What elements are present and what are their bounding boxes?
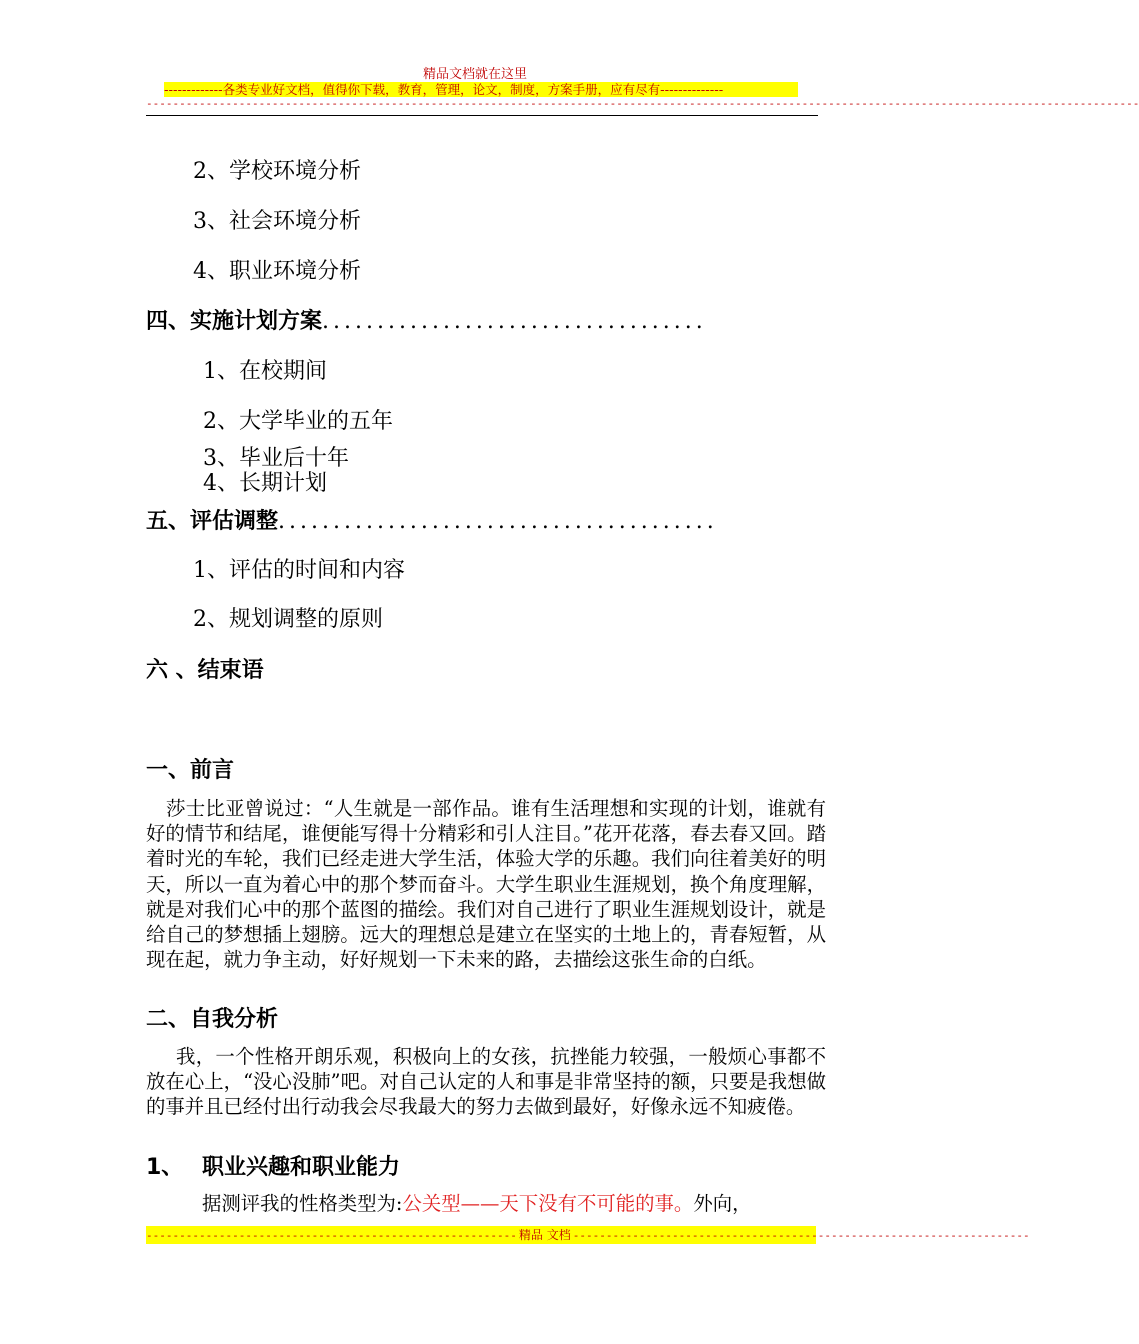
footer-dashes-right: --------------------------------------------------------------------- [572, 1229, 1030, 1242]
sub-heading-number: 1、 [146, 1155, 184, 1180]
self-analysis-heading: 二、自我分析 [146, 1007, 279, 1032]
toc-item-in-school: 1、在校期间 [203, 359, 327, 384]
footer-dashes-left: -------------------------------------------------------- [146, 1229, 517, 1242]
footer-banner [146, 1226, 1030, 1244]
toc-item-social-env: 3、社会环境分析 [193, 209, 361, 234]
personality-type-continuation: 外向， [693, 1192, 752, 1215]
toc-item-eval-time: 1、评估的时间和内容 [193, 558, 405, 583]
toc-item-school-env: 2、学校环境分析 [193, 159, 361, 184]
header-divider [146, 115, 818, 116]
header-title: 精品文档就在这里 [422, 67, 527, 82]
self-analysis-paragraph: 我，一个性格开朗乐观，积极向上的女孩，抗挫能力较强，一般烦心事都不放在心上，“没心没肺”吧。对自己认定的人和事是非常坚持的额，只要是我想做的事并且已经付出行动我会尽我最大的努力去做到最好，好像永远不知疲倦。 [146, 1045, 826, 1119]
personality-type-line [146, 1191, 826, 1216]
sub-heading-career-interest [146, 1156, 400, 1180]
header-banner: -------------各类专业好文档，值得你下载，教育，管理，论文，制度，方案手册，应有尽有-------------- [164, 82, 798, 97]
toc-item-five-years: 2、大学毕业的五年 [203, 409, 393, 434]
toc-section-5 [146, 510, 718, 534]
preface-paragraph: 莎士比亚曾说过：“人生就是一部作品。谁有生活理想和实现的计划，谁就有好的情节和结尾，谁便能写得十分精彩和引人注目。”花开花落，春去春又回。踏着时光的车轮，我们已经走进大学生活，体验大学的乐趣。我们向往着美好的明天，所以一直为着心中的那个梦而奋斗。大学生职业生涯规划，换个角度理解，就是对我们心中的那个蓝图的描绘。我们对自己进行了职业生涯规划设计，就是给自己的梦想插上翅膀。远大的理想总是建立在坚实的土地上的，青春短暂，从现在起，就力争主动，好好规划一下未来的路，去描绘这张生命的白纸。 [146, 797, 826, 972]
toc-section-4-title: 四、实施计划方案 [146, 309, 323, 334]
personality-type-label: 据测评我的性格类型为: [202, 1192, 403, 1215]
toc-section-4-leader: ................................... [322, 309, 707, 334]
toc-item-ten-years: 3、毕业后十年 [203, 446, 349, 471]
toc-section-4 [146, 310, 707, 334]
personality-type-value: 公关型——天下没有不可能的事。 [402, 1192, 694, 1215]
footer-label: 精品 文档 [518, 1228, 571, 1242]
toc-section-6: 六 、结束语 [146, 658, 264, 683]
preface-heading: 一、前言 [146, 758, 235, 783]
toc-item-adjust-principle: 2、规划调整的原则 [193, 607, 383, 632]
header-dash-line: ------------------------------------------------------------------------------------------------------------------------------------------------------ [146, 97, 1139, 110]
toc-section-5-leader: ........................................ [278, 509, 718, 534]
toc-item-career-env: 4、职业环境分析 [193, 259, 361, 284]
toc-item-long-term: 4、长期计划 [203, 471, 327, 496]
sub-heading-title: 职业兴趣和职业能力 [202, 1155, 401, 1180]
toc-section-5-title: 五、评估调整 [146, 509, 279, 534]
